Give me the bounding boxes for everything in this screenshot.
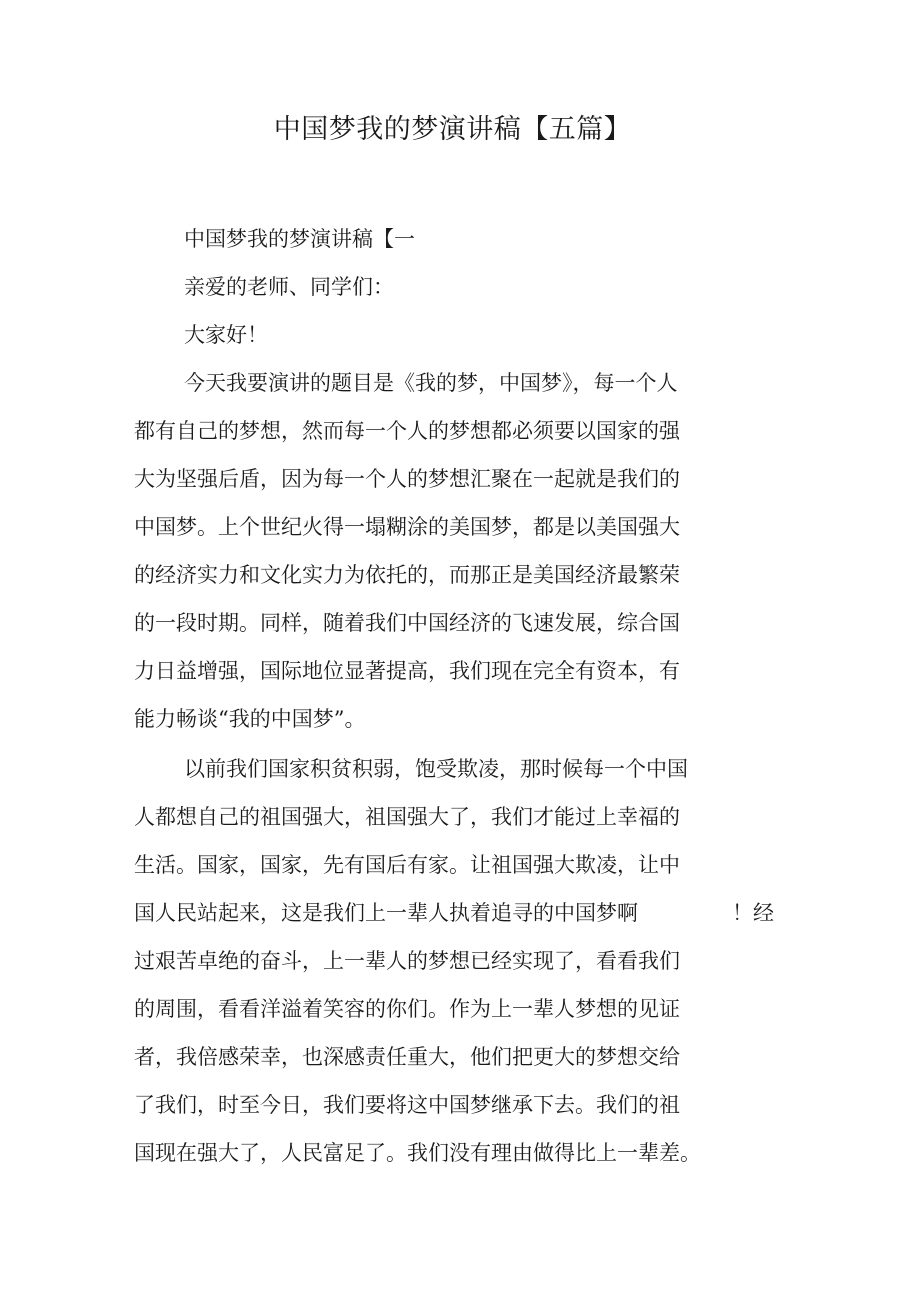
document-title: 中国梦我的梦演讲稿【五篇】 — [273, 114, 632, 145]
paragraph-line: 今天我要演讲的题目是《我的梦，中国梦》，每一个人 — [184, 371, 678, 395]
paragraph-line: 大为坚强后盾，因为每一个人的梦想汇聚在一起就是我们的 — [134, 467, 680, 491]
section-heading: 中国梦我的梦演讲稿【一 — [184, 227, 415, 251]
paragraph-line: 国人民站起来，这是我们上一辈人执着追寻的中国梦啊 — [134, 901, 638, 925]
paragraph-line: 以前我们国家积贫积弱，饱受欺凌，那时候每一个中国 — [184, 757, 688, 781]
paragraph-line: 力日益增强，国际地位显著提高，我们现在完全有资本，有 — [134, 659, 680, 683]
paragraph-line: 能力畅谈“我的中国梦”。 — [134, 707, 366, 731]
paragraph-line: 者，我倍感荣幸，也深感责任重大，他们把更大的梦想交给 — [134, 1045, 680, 1069]
salutation: 亲爱的老师、同学们： — [184, 275, 394, 299]
paragraph-line: 了我们，时至今日，我们要将这中国梦继承下去。我们的祖 — [134, 1093, 680, 1117]
paragraph-line: 的经济实力和文化实力为依托的，而那正是美国经济最繁荣 — [134, 563, 680, 587]
paragraph-line: 人都想自己的祖国强大，祖国强大了，我们才能过上幸福的 — [134, 805, 680, 829]
paragraph-line: 生活。国家，国家，先有国后有家。让祖国强大欺凌，让中 — [134, 853, 680, 877]
paragraph-line: 国现在强大了，人民富足了。我们没有理由做得比上一辈差。 — [134, 1141, 701, 1165]
paragraph-line: 都有自己的梦想，然而每一个人的梦想都必须要以国家的强 — [134, 419, 680, 443]
greeting: 大家好！ — [184, 323, 268, 347]
paragraph-line: 的一段时期。同样，随着我们中国经济的飞速发展，综合国 — [134, 611, 680, 635]
paragraph-line: 过艰苦卓绝的奋斗，上一辈人的梦想已经实现了，看看我们 — [134, 949, 680, 973]
paragraph-line: 中国梦。上个世纪火得一塌糊涂的美国梦，都是以美国强大 — [134, 515, 680, 539]
paragraph-overflow-text: ！经 — [732, 901, 774, 925]
paragraph-line: 的周围，看看洋溢着笑容的你们。作为上一辈人梦想的见证 — [134, 997, 680, 1021]
